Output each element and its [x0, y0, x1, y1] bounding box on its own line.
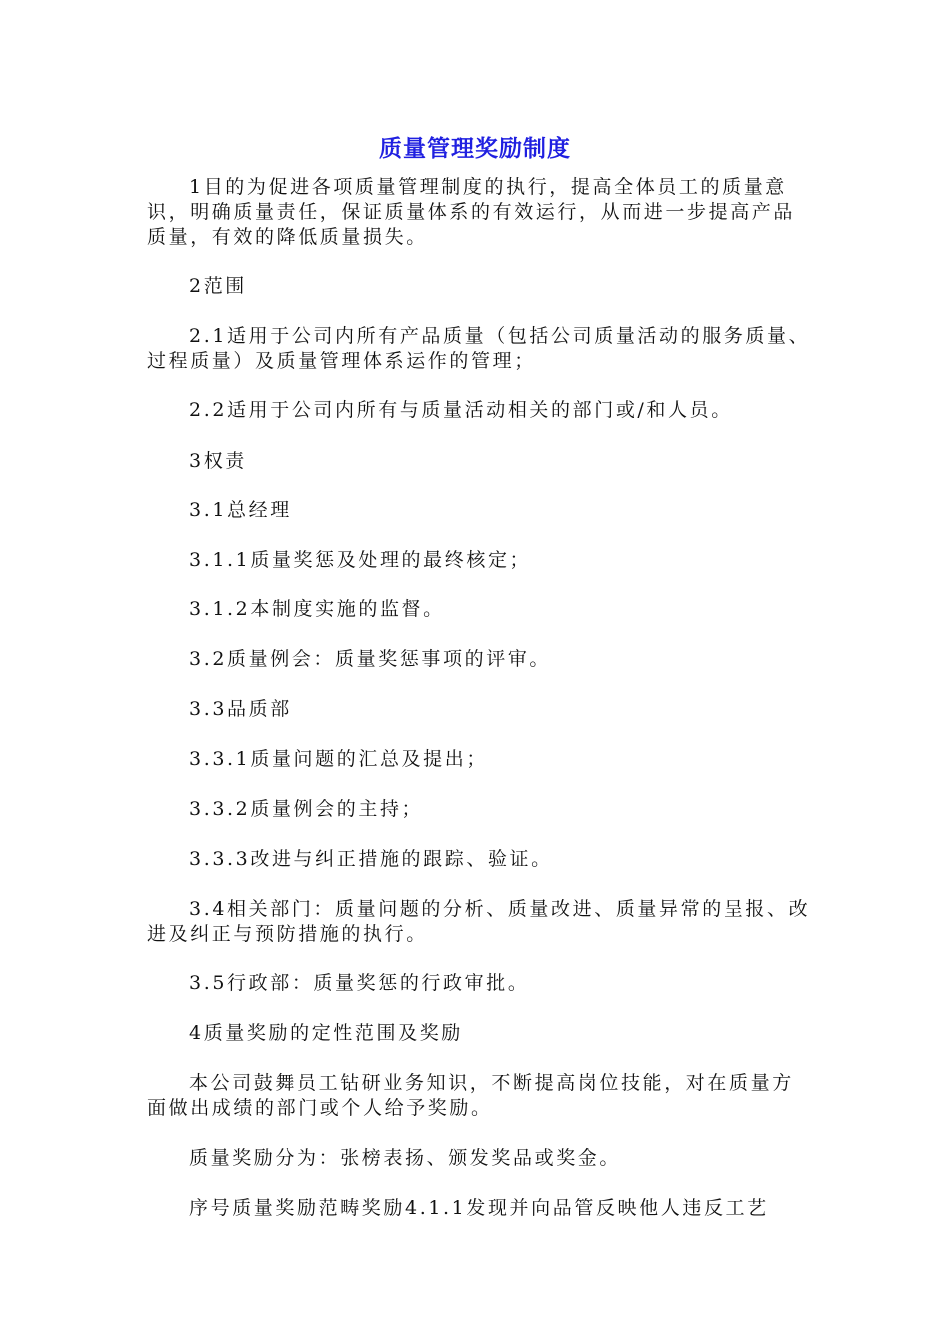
paragraph-3-1-1: 3.1.1质量奖惩及处理的最终核定；	[189, 549, 532, 571]
paragraph-3-2: 3.2质量例会：质量奖惩事项的评审。	[189, 648, 552, 670]
paragraph-reward-table-start: 序号质量奖励范畴奖励4.1.1发现并向品管反映他人违反工艺	[189, 1197, 769, 1219]
paragraph-encouragement: 本公司鼓舞员工钻研业务知识，不断提高岗位技能，对在质量方面做出成绩的部门或个人给予奖励。	[147, 1072, 794, 1119]
document-title: 质量管理奖励制度	[379, 136, 571, 162]
paragraph-scope-2-1: 2.1适用于公司内所有产品质量（包括公司质量活动的服务质量、过程质量）及质量管理体系运作的管理；	[147, 325, 811, 372]
paragraph-3-1: 3.1总经理	[189, 499, 292, 521]
paragraph-reward-heading: 4质量奖励的定性范围及奖励	[189, 1022, 463, 1044]
paragraph-3-3: 3.3品质部	[189, 698, 292, 720]
paragraph-reward-types: 质量奖励分为：张榜表扬、颁发奖品或奖金。	[189, 1147, 622, 1169]
paragraph-scope-2-2: 2.2适用于公司内所有与质量活动相关的部门或/和人员。	[189, 399, 733, 421]
paragraph-3-5: 3.5行政部：质量奖惩的行政审批。	[189, 972, 530, 994]
paragraph-3-4: 3.4相关部门：质量问题的分析、质量改进、质量异常的呈报、改进及纠正与预防措施的执行。	[147, 898, 811, 945]
paragraph-3-3-3: 3.3.3改进与纠正措施的跟踪、验证。	[189, 848, 553, 870]
paragraph-3-1-2: 3.1.2本制度实施的监督。	[189, 598, 445, 620]
paragraph-purpose: 1目的为促进各项质量管理制度的执行，提高全体员工的质量意识，明确质量责任，保证质量体系的有效运行，从而进一步提高产品质量，有效的降低质量损失。	[147, 176, 796, 248]
paragraph-3-3-2: 3.3.2质量例会的主持；	[189, 798, 424, 820]
paragraph-3-3-1: 3.3.1质量问题的汇总及提出；	[189, 748, 488, 770]
paragraph-responsibility-heading: 3权责	[189, 450, 247, 472]
paragraph-scope-heading: 2范围	[189, 275, 247, 297]
